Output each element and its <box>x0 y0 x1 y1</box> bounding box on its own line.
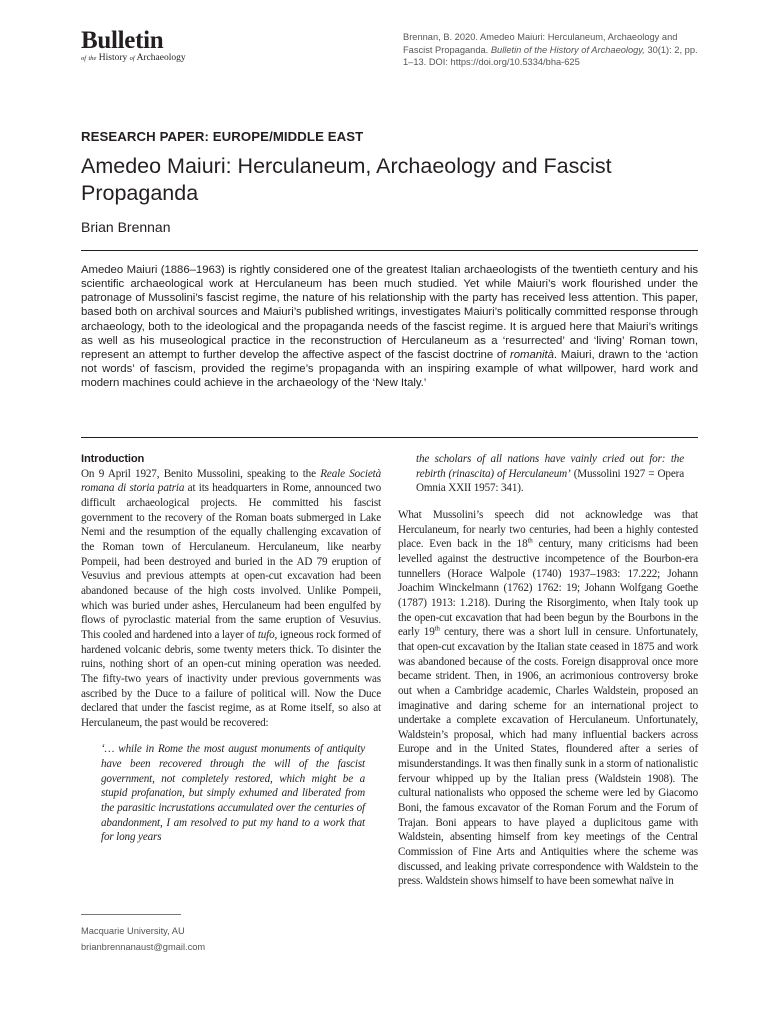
footnote-divider <box>81 914 181 915</box>
affiliation-text: Macquarie University, AU <box>81 926 185 936</box>
doi-link[interactable]: 30(1): 2, pp. 1–13. DOI: https://doi.org/10.5334/bha-625 <box>403 44 698 68</box>
author-email[interactable]: brianbrennanaust@gmail.com <box>81 941 206 952</box>
block-quote: ‘… while in Rome the most august monuments of antiquity have been recovered through the will of the fascist government, not completely restored, which might be a stupid profanation, but simply exhumed and liberated from the parasitic incrustations accumulated over the centuries of abandonment, I am resolved to put my hand to a work that for long years <box>101 743 365 844</box>
abstract: Amedeo Maiuri (1886–1963) is rightly considered one of the greatest Italian archaeologists of the twentieth century and his scientific archaeological work at Herculaneum has been much studied. Yet while Maiuri’s work flourished under the patronage of Mussolini’s fascist regime, the nature of his relationship with the party has received less attention. This paper, based both on archival sources and Maiuri’s published writings, investigates Maiuri’s politically committed response through archaeology, both to the ideological and the propaganda needs of the fascist regime. It is argued here that Maiuri’s writings as well as his museological practice in the reconstruction of Herculaneum as a ‘resurrected’ and ‘living’ Roman town, represent an attempt to further develop the affective aspect of the fascist doctrine of romanità. Maiuri, drawn to the ‘action not words’ of fascism, provided the regime’s propaganda with an inspiring example of what willpower, hard work and modern machines could achieve in the archaeology of the ‘New Italy.’ <box>81 264 698 390</box>
divider-bottom <box>81 437 698 438</box>
article-title: Amedeo Maiuri: Herculaneum, Archaeology and Fascist Propaganda <box>81 154 612 205</box>
journal-logo <box>81 27 186 64</box>
paragraph-2: What Mussolini’s speech did not acknowledge was that Herculaneum, for nearly two centuries, had been a highly contested place. Even back in the 18th century, many criticisms had been levelled against the destructive incompetence of the Bourbon-era tunnellers (Horace Walpole (1740) 1937–1983: 17.222; Johann Joachim Winckelmann (1762) 1762: 19; Johann Wolfgang Goethe (1787) 1913: 1.218). During the Risorgimento, when Italy took up the open-cut excavation that had been begun by the Bourbons in the early 19th century, there was a short lull in censure. Unfortunately, that open-cut excavation by the Italian state ceased in 1875 and work was abandoned because of the costs. Foreign disapproval once more became strident. Then, in 1906, an acrimonious controversy broke out when a Cambridge academic, Charles Waldstein, proposed an imaginative and daring scheme for an international project to undertake a complete excavation of Herculaneum. Unfortunately, Waldstein’s proposal, which had many influential backers across Europe and in the United States, floundered after a series of misunderstandings. It was then finally sunk in a storm of nationalistic fervour whipped up by the Italian press (Waldstein 1908). The cultural nationalists who opposed the scheme were led by Giacomo Boni, the famous excavator of the Roman Forum and the Forum of Trajan. Boni appears to have played a duplicitous game with Waldstein, absenting himself from key meetings of the Central Commission of Fine Arts and Antiquities where the scheme was discussed, and leaking private correspondence with Waldstein to the press. Waldstein shows himself to have been somewhat naïve in <box>398 508 698 888</box>
author-affiliation <box>81 924 205 955</box>
paragraph-1: On 9 April 1927, Benito Mussolini, speaking to the Reale Società romana di storia patria at its headquarters in Rome, announced two difficult archaeological projects. He committed his fascist government to the recovery of the Roman boats submerged in Lake Nemi and the resumption of the equally challenging excavation of the Roman town of Herculaneum. Herculaneum, like nearby Pompeii, had been destroyed and buried in the AD 79 eruption of Vesuvius and previous attempts at open-cut excavation had been abandoned because of the high costs involved. Unlike Pompeii, which was buried under ashes, Herculaneum had been engulfed by flows of pyroclastic material from the same eruption of Vesuvius. This cooled and hardened into a layer of tufo, igneous rock formed of hardened volcanic debris, some twenty meters thick. To disinter the ruins, nothing short of an open-cut mining operation was needed. The fifty-two years of inactivity under previous governments was ascribed by the Duce to a failure of political will. Now the Duce declared that under the fascist regime, as at Rome itself, so also at Herculaneum, the past would be recovered: <box>81 467 381 729</box>
section-heading-introduction: Introduction <box>81 453 145 465</box>
body-column-right <box>398 452 698 889</box>
citation: Brennan, B. 2020. Amedeo Maiuri: Herculaneum, Archaeology and Fascist Propaganda. Bulletin of the History of Archaeology, 30(1): 2, pp. 1–13. DOI: https://doi.org/10.5334/bha-625 <box>403 32 698 68</box>
body-column-left <box>81 452 381 845</box>
logo-subtitle: of the History of Archaeology <box>81 53 186 63</box>
logo-wordmark: Bulletin <box>81 27 164 54</box>
author-name: Brian Brennan <box>81 219 171 235</box>
section-label: RESEARCH PAPER: EUROPE/MIDDLE EAST <box>81 129 364 144</box>
divider-top <box>81 250 698 251</box>
block-quote-continued: the scholars of all nations have vainly cried out for: the rebirth (rinascita) of Herculaneum’ (Mussolini 1927 = Opera Omnia XXII 1957: 341). <box>416 453 684 495</box>
